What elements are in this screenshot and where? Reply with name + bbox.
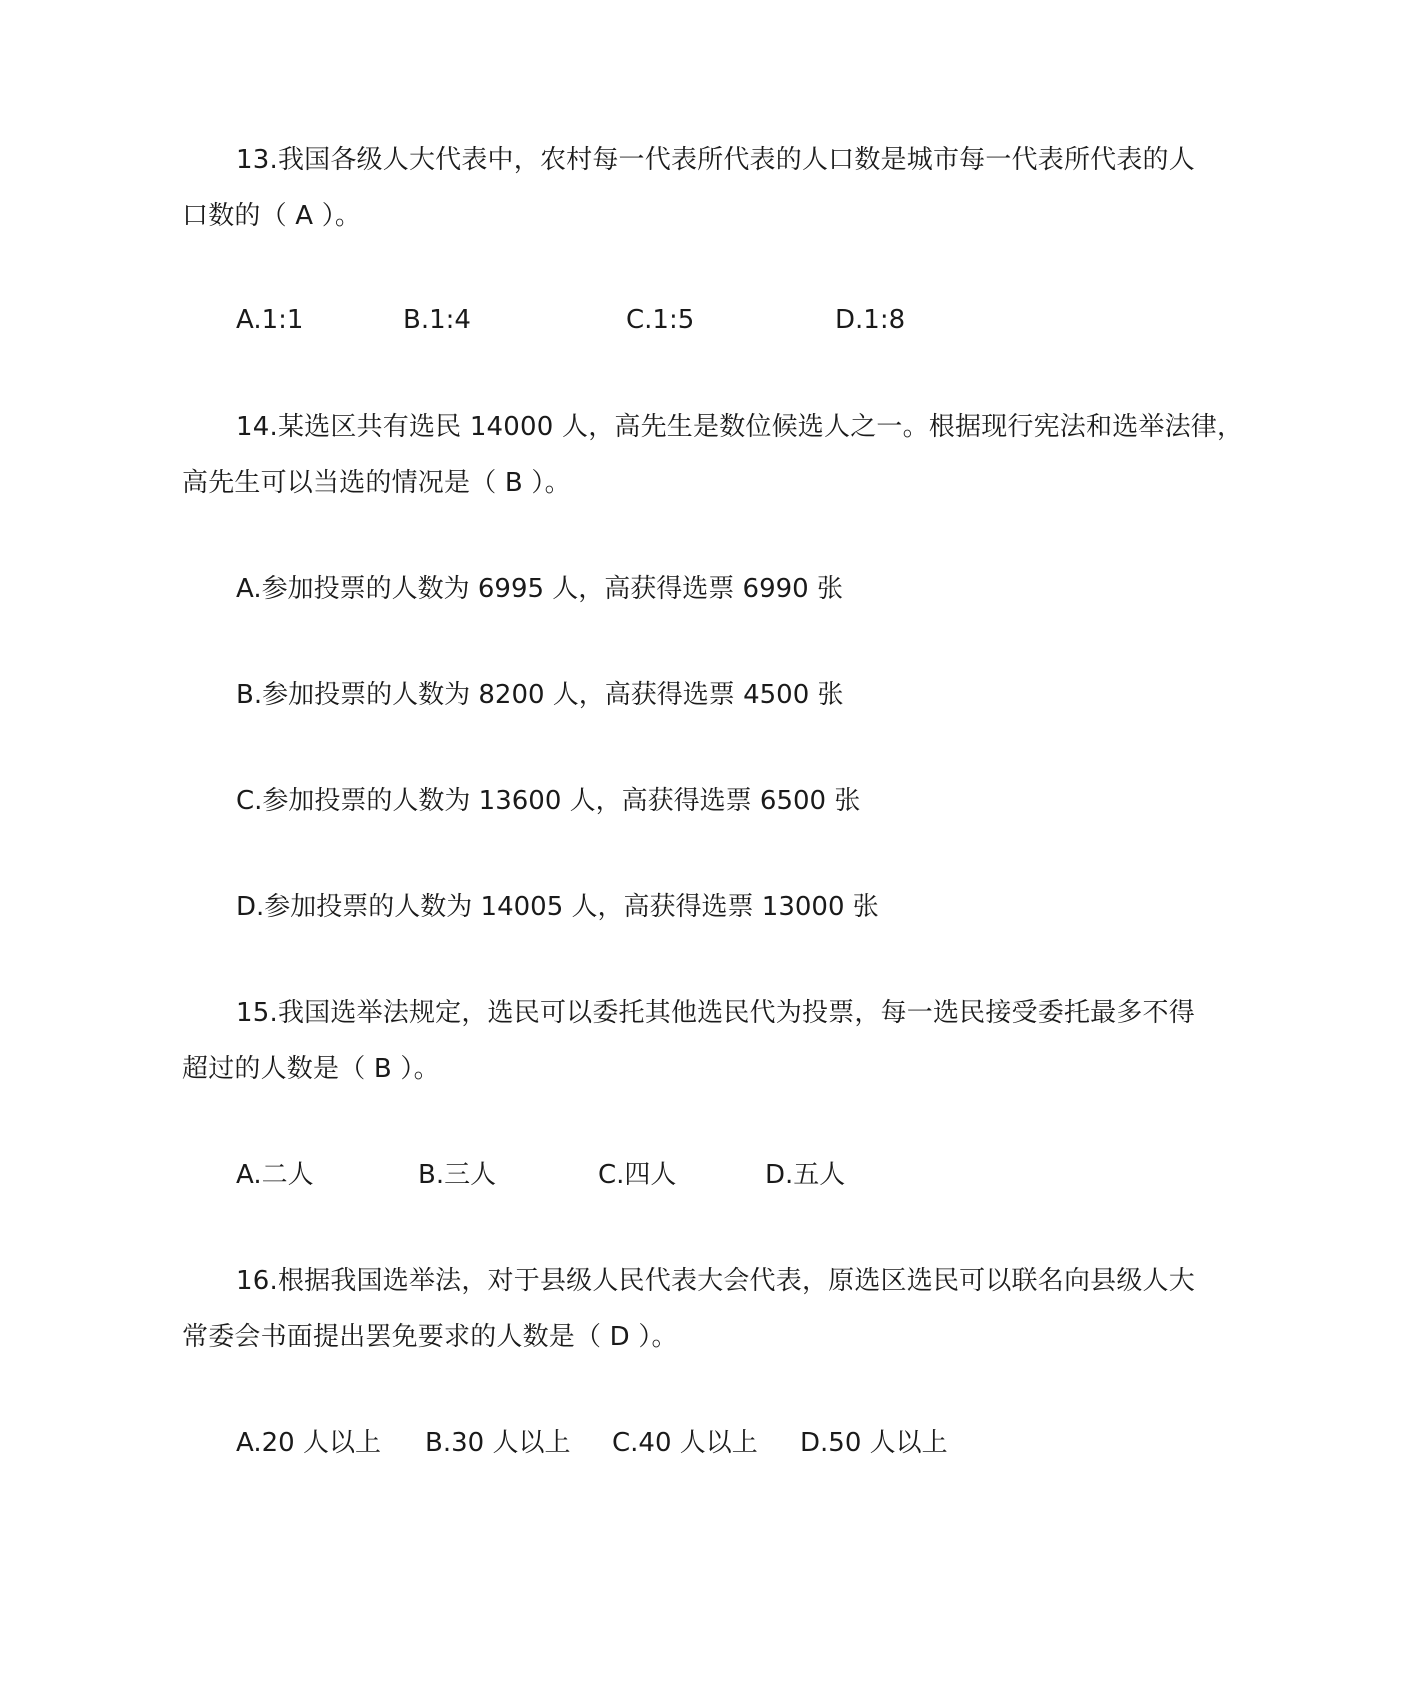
q15-stem-line1: 15.我国选举法规定，选民可以委托其他选民代为投票，每一选民接受委托最多不得 — [236, 998, 1195, 1028]
q15-option-d: D.五人 — [765, 1160, 846, 1190]
q16-option-d: D.50 人以上 — [800, 1428, 948, 1458]
q14-option-b: B.参加投票的人数为 8200 人，高获得选票 4500 张 — [236, 680, 844, 710]
q15-option-a: A.二人 — [236, 1160, 314, 1190]
q13-option-a: A.1:1 — [236, 305, 304, 335]
q14-option-d: D.参加投票的人数为 14005 人，高获得选票 13000 张 — [236, 892, 879, 922]
q13-option-d: D.1:8 — [835, 305, 906, 335]
q13-option-c: C.1:5 — [626, 305, 695, 335]
q16-option-a: A.20 人以上 — [236, 1428, 381, 1458]
q16-option-c: C.40 人以上 — [612, 1428, 758, 1458]
q14-stem-line2: 高先生可以当选的情况是（ B ）。 — [182, 468, 571, 498]
q15-option-b: B.三人 — [418, 1160, 497, 1190]
q13-stem-line1: 13.我国各级人大代表中，农村每一代表所代表的人口数是城市每一代表所代表的人 — [236, 145, 1195, 175]
q13-stem-line2: 口数的（ A ）。 — [182, 201, 362, 231]
q15-stem-line2: 超过的人数是（ B ）。 — [182, 1054, 440, 1084]
q13-option-b: B.1:4 — [403, 305, 471, 335]
q16-stem-line2: 常委会书面提出罢免要求的人数是（ D ）。 — [182, 1322, 678, 1352]
q14-option-a: A.参加投票的人数为 6995 人，高获得选票 6990 张 — [236, 574, 843, 604]
q14-stem-line1: 14.某选区共有选民 14000 人，高先生是数位候选人之一。根据现行宪法和选举法律， — [236, 412, 1244, 442]
q14-option-c: C.参加投票的人数为 13600 人，高获得选票 6500 张 — [236, 786, 861, 816]
q16-option-b: B.30 人以上 — [425, 1428, 571, 1458]
q15-option-c: C.四人 — [598, 1160, 677, 1190]
q16-stem-line1: 16.根据我国选举法，对于县级人民代表大会代表，原选区选民可以联名向县级人大 — [236, 1266, 1195, 1296]
